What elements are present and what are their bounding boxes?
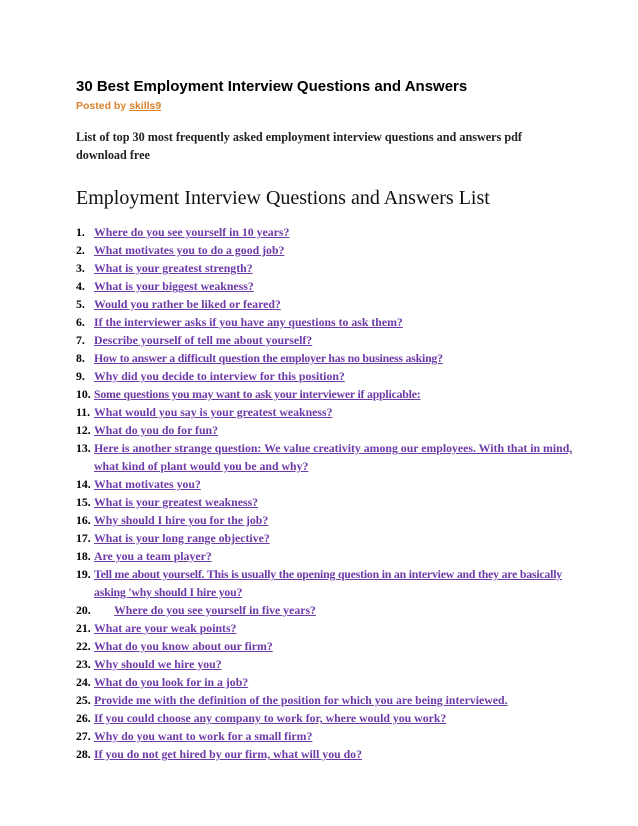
list-item — [76, 403, 576, 421]
questions-list — [76, 223, 576, 763]
list-item — [76, 277, 576, 295]
question-number: 15. — [76, 495, 91, 509]
question-number: 18. — [76, 549, 91, 563]
question-link[interactable]: If the interviewer asks if you have any questions to ask them? — [94, 315, 403, 329]
question-number: 20. — [76, 603, 91, 617]
question-link[interactable]: What motivates you? — [94, 477, 201, 491]
list-item — [76, 331, 576, 349]
list-item — [76, 349, 576, 367]
question-number: 23. — [76, 657, 91, 671]
question-link[interactable]: If you do not get hired by our firm, what will you do? — [94, 747, 362, 761]
question-link[interactable]: Why do you want to work for a small firm? — [94, 729, 313, 743]
list-item — [76, 439, 576, 475]
question-number: 7. — [76, 333, 85, 347]
question-number: 25. — [76, 693, 91, 707]
question-number: 26. — [76, 711, 91, 725]
list-item — [76, 601, 576, 619]
list-item — [76, 547, 576, 565]
list-item — [76, 745, 576, 763]
question-number: 24. — [76, 675, 91, 689]
question-number: 22. — [76, 639, 91, 653]
question-link[interactable]: What is your greatest weakness? — [94, 495, 259, 509]
list-item — [76, 421, 576, 439]
section-heading: Employment Interview Questions and Answers List — [76, 187, 490, 209]
list-item — [76, 367, 576, 385]
question-link[interactable]: Would you rather be liked or feared? — [94, 297, 281, 311]
question-link[interactable]: Here is another strange question: We value creativity among our employees. With that in mind, what kind of plant would you be and why? — [94, 441, 573, 473]
question-link[interactable]: What is your long range objective? — [94, 531, 270, 545]
list-item — [76, 727, 576, 745]
list-item — [76, 673, 576, 691]
list-item — [76, 493, 576, 511]
list-item — [76, 313, 576, 331]
question-link[interactable]: Tell me about yourself. This is usually the opening question in an interview and they are basically asking 'why should I hire you? — [94, 567, 562, 599]
question-link[interactable]: Why should I hire you for the job? — [94, 513, 269, 527]
question-number: 19. — [76, 567, 91, 581]
question-link[interactable]: Why should we hire you? — [94, 657, 222, 671]
question-link[interactable]: What are your weak points? — [94, 621, 237, 635]
question-link[interactable]: What is your greatest strength? — [94, 261, 253, 275]
list-item — [76, 511, 576, 529]
question-number: 11. — [76, 405, 91, 419]
question-link[interactable]: Where do you see yourself in five years? — [114, 603, 316, 617]
list-item — [76, 295, 576, 313]
question-number: 28. — [76, 747, 91, 761]
question-link[interactable]: What motivates you to do a good job? — [94, 243, 285, 257]
list-item — [76, 619, 576, 637]
list-item — [76, 709, 576, 727]
question-number: 27. — [76, 729, 91, 743]
question-number: 6. — [76, 315, 85, 329]
question-number: 21. — [76, 621, 91, 635]
question-number: 13. — [76, 441, 91, 455]
list-item — [76, 241, 576, 259]
question-link[interactable]: Some questions you may want to ask your interviewer if applicable: — [94, 387, 421, 401]
question-number: 10. — [76, 387, 91, 401]
list-item — [76, 637, 576, 655]
question-link[interactable]: What do you know about our firm? — [94, 639, 273, 653]
list-item — [76, 691, 576, 709]
question-number: 9. — [76, 369, 85, 383]
question-number: 3. — [76, 261, 85, 275]
question-number: 17. — [76, 531, 91, 545]
list-item — [76, 565, 576, 601]
list-item — [76, 223, 576, 241]
question-link[interactable]: Provide me with the definition of the position for which you are being interviewed. — [94, 693, 508, 707]
question-number: 12. — [76, 423, 91, 437]
posted-by-prefix: Posted by — [76, 100, 130, 112]
question-link[interactable]: Are you a team player? — [94, 549, 212, 563]
question-link[interactable]: Describe yourself of tell me about yourself? — [94, 333, 313, 347]
question-link[interactable]: How to answer a difficult question the employer has no business asking? — [94, 351, 443, 365]
document-page — [76, 78, 576, 763]
intro-paragraph: List of top 30 most frequently asked employment interview questions and answers pdf download free — [76, 130, 522, 162]
list-item — [76, 655, 576, 673]
question-number: 16. — [76, 513, 91, 527]
list-item — [76, 385, 576, 403]
author-link[interactable]: skills9 — [129, 100, 162, 112]
list-item — [76, 259, 576, 277]
list-item — [76, 529, 576, 547]
question-number: 1. — [76, 225, 85, 239]
question-number: 5. — [76, 297, 85, 311]
question-number: 4. — [76, 279, 85, 293]
document-title: 30 Best Employment Interview Questions and Answers — [76, 78, 468, 95]
question-number: 8. — [76, 351, 85, 365]
question-link[interactable]: What do you look for in a job? — [94, 675, 249, 689]
question-link[interactable]: What do you do for fun? — [94, 423, 219, 437]
question-link[interactable]: What would you say is your greatest weakness? — [94, 405, 333, 419]
question-link[interactable]: If you could choose any company to work for, where would you work? — [94, 711, 447, 725]
question-number: 14. — [76, 477, 91, 491]
list-item — [76, 475, 576, 493]
question-link[interactable]: Why did you decide to interview for this position? — [94, 369, 345, 383]
question-link[interactable]: What is your biggest weakness? — [94, 279, 254, 293]
question-number: 2. — [76, 243, 85, 257]
posted-by-line — [76, 100, 576, 113]
question-link[interactable]: Where do you see yourself in 10 years? — [94, 225, 290, 239]
